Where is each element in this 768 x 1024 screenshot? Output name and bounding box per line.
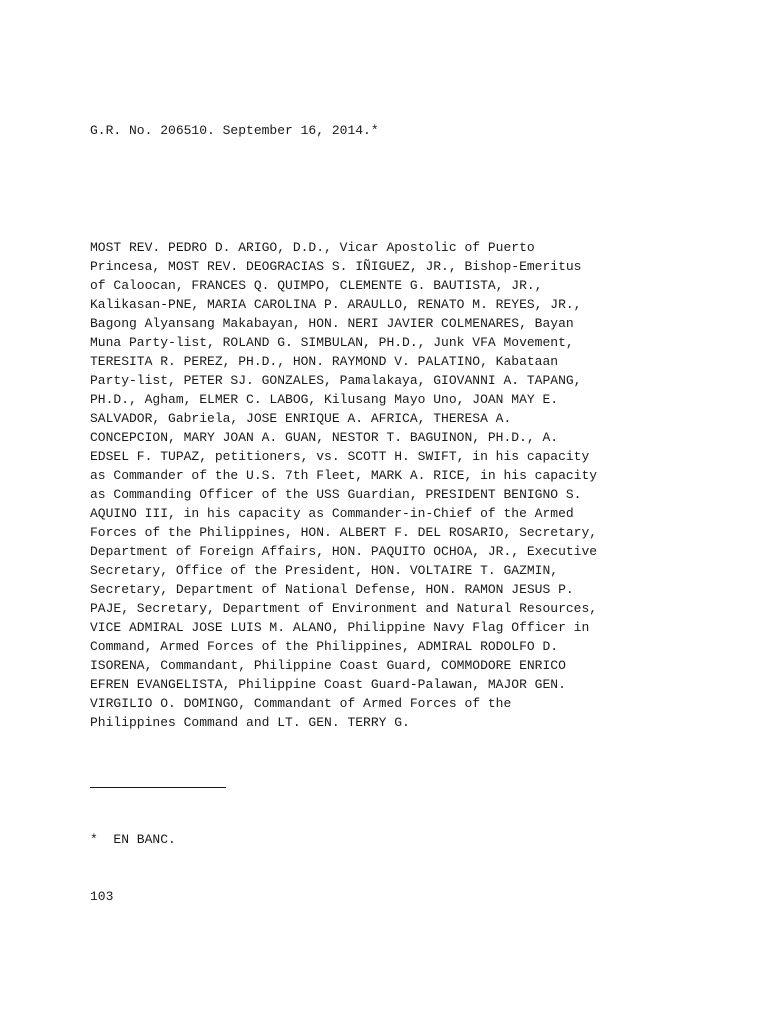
page-number: 103 <box>90 889 114 904</box>
parties-line: VICE ADMIRAL JOSE LUIS M. ALANO, Philippine Navy Flag Officer in <box>90 620 590 635</box>
parties-line: PH.D., Agham, ELMER C. LABOG, Kilusang Mayo Uno, JOAN MAY E. <box>90 392 559 407</box>
parties-line: of Caloocan, FRANCES Q. QUIMPO, CLEMENTE G. BAUTISTA, JR., <box>90 278 543 293</box>
footnote-text: * EN BANC. <box>90 832 176 847</box>
parties-line: VIRGILIO O. DOMINGO, Commandant of Armed Forces of the <box>90 696 512 711</box>
parties-line: as Commander of the U.S. 7th Fleet, MARK A. RICE, in his capacity <box>90 468 598 483</box>
parties-line: Secretary, Office of the President, HON. VOLTAIRE T. GAZMIN, <box>90 563 559 578</box>
parties-line: ISORENA, Commandant, Philippine Coast Guard, COMMODORE ENRICO <box>90 658 566 673</box>
parties-line: Forces of the Philippines, HON. ALBERT F. DEL ROSARIO, Secretary, <box>90 525 598 540</box>
parties-line: PAJE, Secretary, Department of Environment and Natural Resources, <box>90 601 598 616</box>
parties-line: Secretary, Department of National Defense, HON. RAMON JESUS P. <box>90 582 574 597</box>
parties-line: Kalikasan-PNE, MARIA CAROLINA P. ARAULLO, RENATO M. REYES, JR., <box>90 297 582 312</box>
parties-line: TERESITA R. PEREZ, PH.D., HON. RAYMOND V. PALATINO, Kabataan <box>90 354 559 369</box>
parties-line: Philippines Command and LT. GEN. TERRY G. <box>90 715 410 730</box>
parties-line: Muna Party-list, ROLAND G. SIMBULAN, PH.D., Junk VFA Movement, <box>90 335 574 350</box>
parties-line: EDSEL F. TUPAZ, petitioners, vs. SCOTT H. SWIFT, in his capacity <box>90 449 590 464</box>
parties-line: Department of Foreign Affairs, HON. PAQUITO OCHOA, JR., Executive <box>90 544 598 559</box>
parties-line: AQUINO III, in his capacity as Commander-in-Chief of the Armed <box>90 506 574 521</box>
parties-line: Command, Armed Forces of the Philippines, ADMIRAL RODOLFO D. <box>90 639 559 654</box>
parties-line: CONCEPCION, MARY JOAN A. GUAN, NESTOR T. BAGUINON, PH.D., A. <box>90 430 559 445</box>
parties-line: Princesa, MOST REV. DEOGRACIAS S. IÑIGUEZ, JR., Bishop-Emeritus <box>90 259 582 274</box>
parties-line: Bagong Alyansang Makabayan, HON. NERI JAVIER COLMENARES, Bayan <box>90 316 574 331</box>
parties-line: Party-list, PETER SJ. GONZALES, Pamalakaya, GIOVANNI A. TAPANG, <box>90 373 582 388</box>
parties-line: SALVADOR, Gabriela, JOSE ENRIQUE A. AFRICA, THERESA A. <box>90 411 512 426</box>
footnote-divider <box>90 787 226 788</box>
parties-line: as Commanding Officer of the USS Guardian, PRESIDENT BENIGNO S. <box>90 487 582 502</box>
parties-line: MOST REV. PEDRO D. ARIGO, D.D., Vicar Apostolic of Puerto <box>90 240 535 255</box>
parties-paragraph <box>90 238 690 732</box>
case-header: G.R. No. 206510. September 16, 2014.* <box>90 123 379 138</box>
parties-line: EFREN EVANGELISTA, Philippine Coast Guard-Palawan, MAJOR GEN. <box>90 677 566 692</box>
